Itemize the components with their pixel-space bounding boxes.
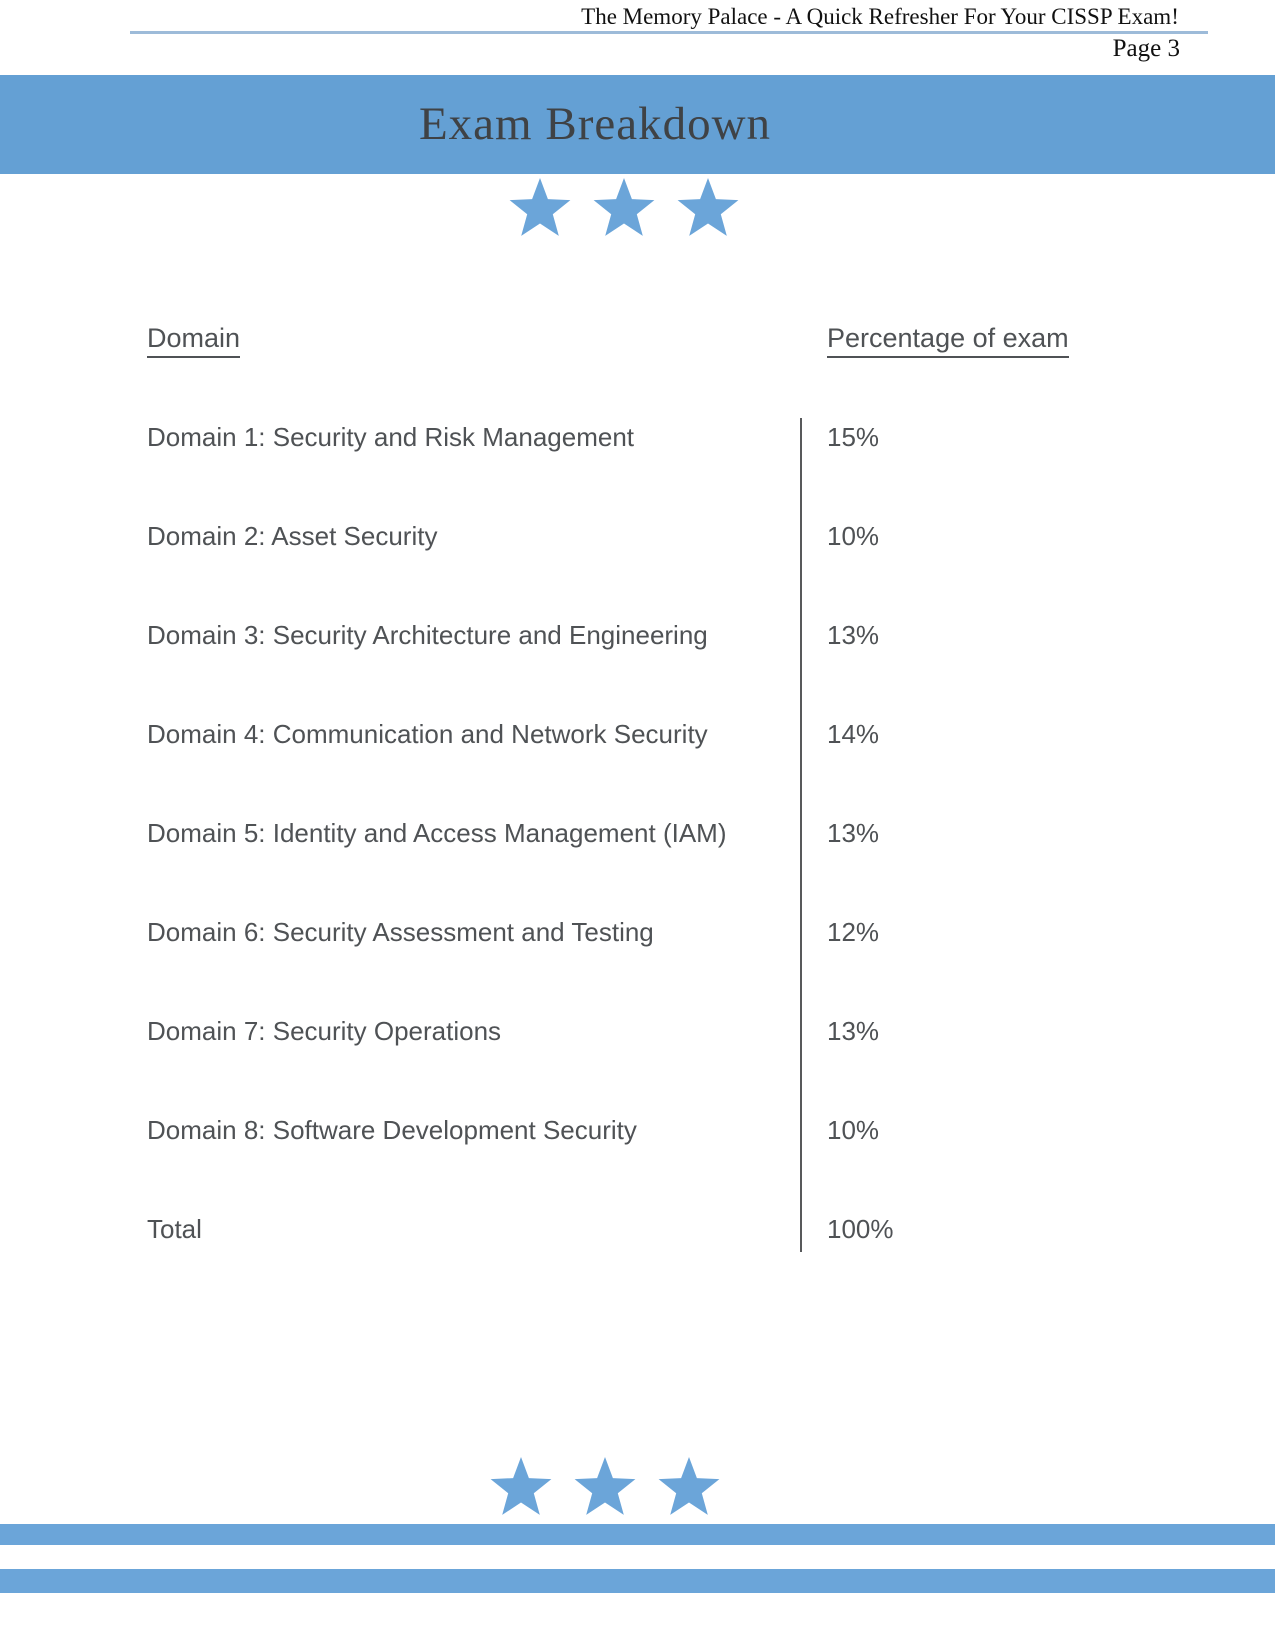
column-header-percentage: Percentage of exam <box>827 323 1069 358</box>
percentage-cell: 13% <box>827 620 880 650</box>
footer-stripe-thick <box>0 1569 1275 1593</box>
star-icon <box>573 1456 637 1518</box>
table-row <box>0 717 1275 751</box>
table-row <box>0 420 1275 454</box>
page-title: Exam Breakdown <box>418 98 772 150</box>
domain-cell: Domain 2: Asset Security <box>147 521 438 551</box>
star-icon <box>657 1456 721 1518</box>
star-icon <box>489 1456 553 1518</box>
footer-stripe-thin <box>0 1524 1275 1545</box>
percentage-cell: 100% <box>827 1214 894 1244</box>
table-row <box>0 519 1275 553</box>
percentage-cell: 10% <box>827 1115 880 1145</box>
table-row-total <box>0 1212 1275 1246</box>
star-row-top <box>508 177 740 239</box>
domain-cell: Domain 5: Identity and Access Management (IAM) <box>147 818 727 848</box>
star-icon <box>592 177 656 239</box>
table-row <box>0 915 1275 949</box>
percentage-cell: 12% <box>827 917 880 947</box>
percentage-cell: 13% <box>827 818 880 848</box>
domain-cell: Domain 6: Security Assessment and Testing <box>147 917 654 947</box>
header-title: The Memory Palace - A Quick Refresher For Your CISSP Exam! <box>581 4 1179 29</box>
table-row <box>0 618 1275 652</box>
star-row-bottom <box>489 1456 721 1518</box>
column-header-domain: Domain <box>147 323 240 358</box>
domain-cell: Domain 1: Security and Risk Management <box>147 422 635 452</box>
title-banner <box>0 75 1275 174</box>
table-row <box>0 1113 1275 1147</box>
table-row <box>0 1014 1275 1048</box>
percentage-cell: 14% <box>827 719 880 749</box>
page-number: Page 3 <box>1112 35 1180 62</box>
domain-cell: Domain 3: Security Architecture and Engineering <box>147 620 708 650</box>
table-row <box>0 816 1275 850</box>
domain-cell: Domain 4: Communication and Network Security <box>147 719 708 749</box>
header-rule <box>130 31 1208 34</box>
star-icon <box>508 177 572 239</box>
percentage-cell: 10% <box>827 521 880 551</box>
star-icon <box>676 177 740 239</box>
domain-cell: Domain 8: Software Development Security <box>147 1115 637 1145</box>
percentage-cell: 15% <box>827 422 880 452</box>
domain-cell: Total <box>147 1214 202 1244</box>
domain-cell: Domain 7: Security Operations <box>147 1016 502 1046</box>
percentage-cell: 13% <box>827 1016 880 1046</box>
